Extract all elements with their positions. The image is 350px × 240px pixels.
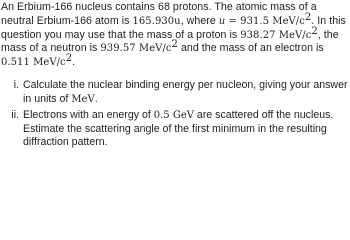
question-item bbox=[1, 109, 348, 150]
intro-text-5: and the mass of an electron is bbox=[180, 42, 324, 55]
intro-text-6: . bbox=[72, 56, 76, 69]
u-symbol: u bbox=[218, 15, 226, 27]
question-item bbox=[1, 79, 348, 106]
question-list bbox=[1, 79, 348, 150]
question-2-text: Electrons with an energy of bbox=[23, 109, 151, 122]
electron-mass-value: 0.511 MeV/c bbox=[1, 57, 66, 69]
intro-text-3: . In this question you may use that the mass of a proton is bbox=[1, 14, 346, 41]
question-1-unit: MeV bbox=[71, 93, 95, 105]
u-equivalence: = 931.5 MeV/c bbox=[225, 15, 305, 27]
proton-mass-value: 938.27 MeV/c bbox=[240, 29, 312, 41]
electron-squared-exponent: 2 bbox=[65, 53, 73, 65]
intro-paragraph bbox=[1, 1, 348, 70]
question-1-end: . bbox=[94, 92, 98, 105]
question-number: ii. bbox=[11, 109, 19, 122]
u-squared-exponent: 2 bbox=[304, 11, 312, 23]
intro-text-2: , where bbox=[180, 14, 216, 27]
question-2-energy: 0.5 GeV bbox=[153, 110, 194, 122]
neutron-squared-exponent: 2 bbox=[171, 39, 178, 51]
question-1-text: Calculate the nuclear binding energy per nucleon, giving your answer in units of bbox=[23, 78, 348, 105]
question-text bbox=[23, 109, 348, 150]
question-number: i. bbox=[13, 78, 19, 91]
question-text bbox=[23, 79, 348, 106]
atomic-mass-value: 165.930u bbox=[132, 15, 181, 27]
intro-text-1: An Erbium-166 nucleus contains 68 protons. The atomic mass of a neutral Erbium-166 atom is bbox=[1, 1, 317, 27]
question-2-end: are scattered off the nucleus. Estimate the scattering angle of the first minimum in the resulting diffraction pattern. bbox=[23, 109, 334, 149]
proton-squared-exponent: 2 bbox=[311, 25, 318, 37]
neutron-mass-value: 939.57 MeV/c bbox=[100, 43, 172, 55]
intro-text-4: , the mass of a neutron is bbox=[1, 28, 339, 55]
